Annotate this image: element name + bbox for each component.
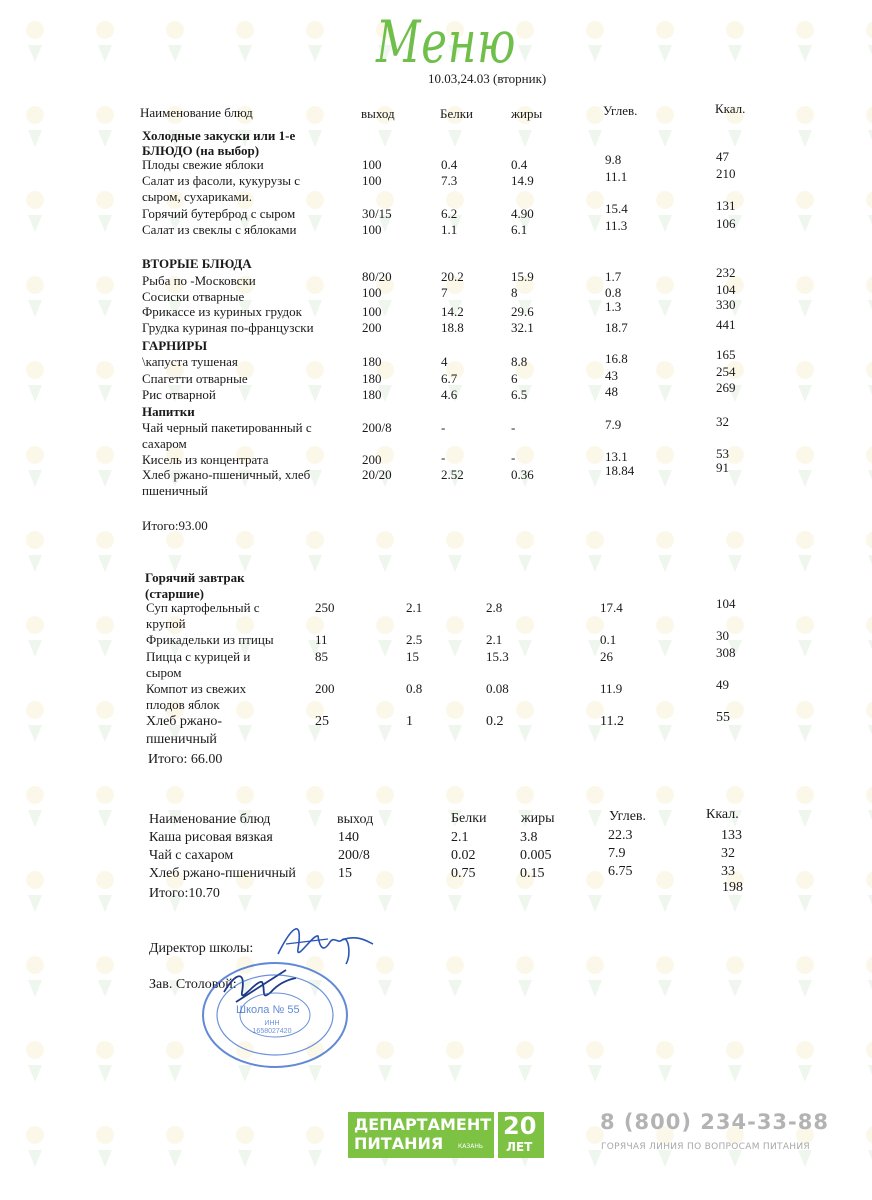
col-header: выход [337, 812, 374, 827]
protein-cell: 1 [406, 714, 413, 729]
protein-cell: - [441, 420, 446, 435]
kcal-cell: 133 [721, 828, 742, 843]
logo-city: КАЗАНЬ [458, 1143, 483, 1150]
col-header: Наименование блюд [140, 105, 253, 120]
portion-cell: 140 [338, 830, 359, 845]
kcal-cell: 47 [716, 149, 729, 164]
dish-name: Чай черный пакетированный с [142, 420, 312, 435]
lunch-total: Итого:93.00 [142, 518, 208, 533]
stamp-inn: ИНН 1658027420 [252, 1020, 292, 1035]
kcal-cell: 131 [716, 198, 736, 213]
kcal-cell: 104 [716, 596, 736, 611]
carbs-cell: 11.3 [605, 218, 628, 233]
kcal-cell: 91 [716, 460, 729, 475]
dish-name: Кисель из концентрата [142, 452, 269, 467]
carbs-cell: 6.75 [608, 864, 633, 879]
portion-cell: 250 [315, 600, 335, 615]
protein-cell: 0.4 [441, 157, 458, 172]
kcal-cell: 55 [716, 710, 730, 725]
fat-cell: 8.8 [511, 354, 528, 369]
dish-name: Каша рисовая вязкая [149, 830, 273, 845]
carbs-cell: 9.8 [605, 152, 622, 167]
fat-cell: 15.3 [486, 649, 509, 664]
department-logo [348, 1112, 544, 1158]
breakfast-kcal-total: 198 [722, 880, 743, 895]
portion-cell: 20/20 [362, 467, 392, 482]
protein-cell: 0.8 [406, 681, 423, 696]
carbs-cell: 1.3 [605, 299, 622, 314]
protein-cell: 2.1 [451, 830, 469, 845]
carbs-cell: 0.1 [600, 632, 617, 647]
section-title: Горячий завтрак [145, 570, 245, 585]
dish-name: Фрикассе из куриных грудок [142, 304, 302, 319]
portion-cell: 180 [362, 387, 382, 402]
protein-cell: 0.02 [451, 848, 476, 863]
dish-name: Горячий бутерброд с сыром [142, 206, 296, 221]
col-header: Наименование блюд [149, 812, 271, 827]
portion-cell: 200 [362, 452, 382, 467]
carbs-cell: 16.8 [605, 351, 628, 366]
dish-name: Хлеб ржано- [146, 714, 222, 729]
protein-cell: 6.2 [441, 206, 458, 221]
protein-cell: 15 [406, 649, 419, 664]
carbs-cell: 17.4 [600, 600, 623, 615]
dish-name: Хлеб ржано-пшеничный [149, 866, 296, 881]
fat-cell: 0.4 [511, 157, 528, 172]
fat-cell: 0.36 [511, 467, 534, 482]
portion-cell: 180 [362, 354, 382, 369]
carbs-cell: 18.84 [605, 463, 635, 478]
dish-name: крупой [146, 616, 186, 631]
protein-cell: 6.7 [441, 371, 458, 386]
portion-cell: 100 [362, 304, 382, 319]
dish-name: сыром, сухариками. [142, 189, 252, 204]
kcal-cell: 232 [716, 265, 736, 280]
page-title: Меню [376, 8, 517, 76]
carbs-cell: 13.1 [605, 449, 628, 464]
logo-years-number: 20 [503, 1112, 537, 1140]
fat-cell: 32.1 [511, 320, 534, 335]
hotline-caption: ГОРЯЧАЯ ЛИНИЯ ПО ВОПРОСАМ ПИТАНИЯ [601, 1142, 810, 1152]
dish-name: пшеничный [146, 732, 217, 747]
portion-cell: 200/8 [362, 420, 392, 435]
kcal-cell: 33 [721, 864, 735, 879]
col-header: Белки [451, 811, 487, 826]
dish-name: \капуста тушеная [142, 354, 238, 369]
portion-cell: 85 [315, 649, 328, 664]
fat-cell: 0.08 [486, 681, 509, 696]
menu-date: 10.03,24.03 (вторник) [428, 71, 547, 86]
logo-line1: ДЕПАРТАМЕНТ [354, 1115, 492, 1134]
director-label: Директор школы: [149, 941, 254, 956]
fat-cell: 6.1 [511, 222, 528, 237]
dish-name: Грудка куриная по-французски [142, 320, 314, 335]
carbs-cell: 22.3 [608, 828, 633, 843]
kcal-cell: 330 [716, 297, 736, 312]
protein-cell: 20.2 [441, 269, 464, 284]
fat-cell: 0.005 [520, 848, 552, 863]
dish-name: Салат из свеклы с яблоками [142, 222, 297, 237]
protein-cell: 0.75 [451, 866, 476, 881]
col-header: Белки [440, 106, 473, 121]
fat-cell: - [511, 450, 516, 465]
fat-cell: 3.8 [520, 830, 538, 845]
portion-cell: 30/15 [362, 206, 392, 221]
kcal-cell: 32 [721, 846, 735, 861]
portion-cell: 100 [362, 222, 382, 237]
protein-cell: 14.2 [441, 304, 464, 319]
col-header: Ккал. [715, 101, 746, 116]
protein-cell: 1.1 [441, 222, 458, 237]
carbs-cell: 15.4 [605, 201, 628, 216]
kcal-cell: 254 [716, 364, 736, 379]
kcal-cell: 49 [716, 677, 729, 692]
kcal-cell: 269 [716, 380, 736, 395]
section-title: ГАРНИРЫ [142, 338, 208, 353]
kcal-cell: 165 [716, 347, 736, 362]
protein-cell: 4 [441, 354, 448, 369]
kcal-cell: 441 [716, 317, 736, 332]
section-title: ВТОРЫЕ БЛЮДА [142, 256, 252, 271]
fat-cell: 6 [511, 371, 518, 386]
col-header: жиры [521, 811, 555, 826]
section-title: (старшие) [145, 586, 204, 601]
dish-name: Салат из фасоли, кукурузы с [142, 173, 300, 188]
dish-name: Пицца с курицей и [146, 649, 251, 664]
kcal-cell: 308 [716, 645, 736, 660]
protein-cell: 7 [441, 285, 448, 300]
logo-years-word: ЛЕТ [506, 1140, 533, 1154]
fat-cell: 0.2 [486, 714, 504, 729]
protein-cell: 2.52 [441, 467, 464, 482]
dish-name: плодов яблок [146, 697, 220, 712]
kcal-cell: 53 [716, 446, 729, 461]
carbs-cell: 0.8 [605, 285, 622, 300]
portion-cell: 180 [362, 371, 382, 386]
portion-cell: 25 [315, 714, 329, 729]
dish-name: Фрикадельки из птицы [146, 632, 274, 647]
portion-cell: 80/20 [362, 269, 392, 284]
dish-name: пшеничный [142, 483, 208, 498]
fat-cell: 14.9 [511, 173, 534, 188]
portion-cell: 200/8 [338, 848, 370, 863]
col-header: Углев. [603, 103, 638, 118]
carbs-cell: 7.9 [605, 417, 622, 432]
kcal-cell: 32 [716, 414, 729, 429]
carbs-cell: 1.7 [605, 269, 622, 284]
fat-cell: 2.8 [486, 600, 503, 615]
carbs-cell: 7.9 [608, 846, 626, 861]
col-header: жиры [511, 106, 543, 121]
carbs-cell: 11.2 [600, 714, 624, 729]
kcal-cell: 104 [716, 282, 736, 297]
fat-cell: 4.90 [511, 206, 534, 221]
carbs-cell: 26 [600, 649, 613, 664]
protein-cell: 2.5 [406, 632, 423, 647]
dish-name: Компот из свежих [146, 681, 247, 696]
logo-line2: ПИТАНИЯ [354, 1134, 444, 1153]
carbs-cell: 18.7 [605, 320, 628, 335]
stamp-text: Школа № 55 [236, 1004, 300, 1016]
carbs-cell: 11.1 [605, 169, 628, 184]
dish-name: Рис отварной [142, 387, 216, 402]
protein-cell: - [441, 450, 446, 465]
fat-cell: 2.1 [486, 632, 503, 647]
dish-name: Сосиски отварные [142, 289, 245, 304]
dish-name: Чай с сахаром [149, 848, 234, 863]
canteen-label: Зав. Столовой: [149, 977, 237, 992]
protein-cell: 2.1 [406, 600, 423, 615]
hot-breakfast-total: Итого: 66.00 [148, 752, 223, 767]
carbs-cell: 43 [605, 368, 618, 383]
hotline-phone[interactable]: 8 (800) 234-33-88 [600, 1110, 829, 1134]
protein-cell: 7.3 [441, 173, 458, 188]
fat-cell: 0.15 [520, 866, 545, 881]
fat-cell: - [511, 420, 516, 435]
kcal-cell: 106 [716, 216, 736, 231]
dish-name: Рыба по -Московски [142, 273, 256, 288]
portion-cell: 100 [362, 285, 382, 300]
section-title: Холодные закуски или 1-е [142, 128, 296, 143]
fat-cell: 29.6 [511, 304, 534, 319]
dish-name: Хлеб ржано-пшеничный, хлеб [142, 467, 311, 482]
col-header: Ккал. [706, 807, 739, 822]
dish-name: сахаром [142, 436, 187, 451]
col-header: выход [361, 106, 395, 121]
breakfast-total: Итого:10.70 [149, 886, 220, 901]
col-header: Углев. [609, 809, 647, 824]
fat-cell: 15.9 [511, 269, 534, 284]
protein-cell: 18.8 [441, 320, 464, 335]
dish-name: Суп картофельный с [146, 600, 260, 615]
portion-cell: 100 [362, 173, 382, 188]
fat-cell: 8 [511, 285, 518, 300]
portion-cell: 200 [362, 320, 382, 335]
fat-cell: 6.5 [511, 387, 528, 402]
portion-cell: 11 [315, 632, 328, 647]
carbs-cell: 11.9 [600, 681, 623, 696]
portion-cell: 15 [338, 866, 352, 881]
section-title: Напитки [142, 404, 195, 419]
protein-cell: 4.6 [441, 387, 458, 402]
dish-name: Спагетти отварные [142, 371, 248, 386]
kcal-cell: 30 [716, 628, 729, 643]
portion-cell: 100 [362, 157, 382, 172]
dish-name: Плоды свежие яблоки [142, 157, 264, 172]
section-title: БЛЮДО (на выбор) [142, 143, 260, 158]
kcal-cell: 210 [716, 166, 736, 181]
carbs-cell: 48 [605, 384, 618, 399]
dish-name: сыром [146, 665, 182, 680]
portion-cell: 200 [315, 681, 335, 696]
